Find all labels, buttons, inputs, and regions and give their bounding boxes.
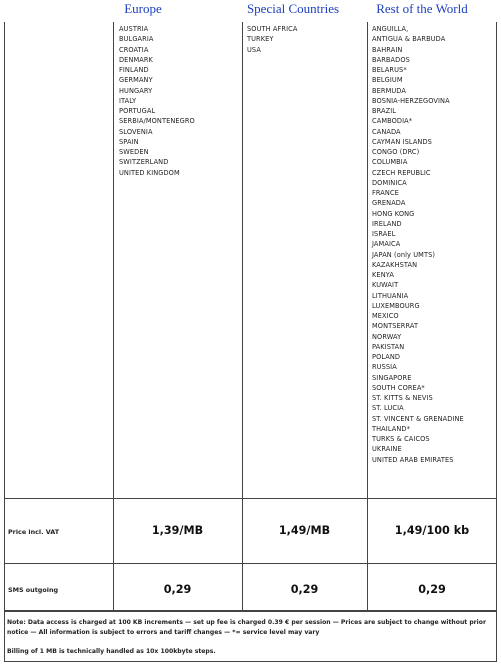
column-divider-3	[367, 22, 368, 611]
country-item: LUXEMBOURG	[372, 301, 420, 310]
country-item: SOUTH AFRICA	[247, 25, 298, 33]
price-special-countries: 1,49/MB	[278, 524, 331, 537]
country-item: HUNGARY	[119, 86, 153, 95]
country-item: ANGUILLA,	[372, 25, 409, 33]
country-item: ANTIGUA & BARBUDA	[372, 35, 446, 44]
header-special-countries: Special Countries	[246, 1, 340, 16]
country-item: USA	[247, 45, 261, 54]
country-item: UNITED KINGDOM	[119, 168, 180, 177]
country-item: SWITZERLAND	[119, 158, 169, 167]
country-list-special	[247, 24, 297, 55]
country-item: NORWAY	[372, 332, 402, 341]
country-item: TURKS & CAICOS	[372, 435, 430, 443]
price-rest-of-world: 1,49/100 kb	[394, 524, 470, 537]
header-rest-of-world: Rest of the World	[376, 1, 468, 16]
country-item: IRELAND	[372, 219, 402, 228]
country-item: DOMINICA	[372, 178, 407, 187]
footnote-pricing: Note: Data access is charged at 100 KB increments — set up fee is charged 0.39 € per session — Prices are subject to change without prior notice — All information is subject to errors and tariff changes — *= service level may vary	[7, 619, 486, 636]
header-europe: Europe	[124, 1, 162, 16]
country-item: SPAIN	[119, 137, 139, 146]
country-item: ITALY	[119, 96, 137, 105]
country-item: GERMANY	[119, 76, 153, 85]
country-item: MEXICO	[372, 312, 399, 320]
country-item: JAMAICA	[372, 240, 401, 249]
country-item: BARBADOS	[372, 55, 410, 64]
price-row-label: Price incl. VAT	[8, 528, 60, 536]
country-item: BELARUS*	[372, 66, 407, 74]
sms-special-countries: 0,29	[290, 583, 319, 596]
country-item: CAMBODIA*	[372, 117, 413, 126]
country-item: COLUMBIA	[372, 158, 408, 167]
row-divider-price-top	[4, 498, 497, 499]
country-item: ISRAEL	[372, 230, 396, 238]
sms-europe: 0,29	[163, 583, 192, 596]
country-item: PORTUGAL	[119, 107, 156, 115]
country-item: HONG KONG	[372, 209, 415, 218]
country-item: CONGO (DRC)	[372, 148, 420, 156]
country-item: RUSSIA	[372, 363, 397, 372]
country-item: THAILAND*	[372, 424, 410, 433]
country-item: ST. LUCIA	[372, 404, 404, 413]
country-item: SOUTH COREA*	[372, 383, 425, 392]
country-item: BULGARIA	[119, 35, 154, 44]
country-item: CZECH REPUBLIC	[372, 168, 431, 177]
country-item: KAZAKHSTAN	[372, 260, 418, 269]
country-list-europe	[119, 24, 195, 178]
country-list-rest-of-world	[372, 24, 464, 465]
country-item: UNITED ARAB EMIRATES	[372, 455, 454, 464]
row-divider-notes-top	[4, 610, 497, 612]
country-item: DENMARK	[119, 55, 153, 64]
country-item: SINGAPORE	[372, 373, 412, 382]
footnote-billing: Billing of 1 MB is technically handled as 10x 100kbyte steps.	[7, 648, 216, 655]
country-item: POLAND	[372, 353, 401, 361]
country-item: FRANCE	[372, 189, 399, 197]
country-item: JAPAN (only UMTS)	[372, 250, 436, 259]
country-item: SLOVENIA	[119, 127, 153, 136]
country-item: BAHRAIN	[372, 45, 403, 54]
country-item: GRENADA	[372, 199, 406, 208]
price-europe: 1,39/MB	[151, 524, 204, 537]
country-item: SWEDEN	[119, 148, 149, 156]
country-item: SERBIA/MONTENEGRO	[119, 117, 195, 126]
country-item: CROATIA	[119, 45, 149, 54]
row-divider-sms-top	[4, 563, 497, 564]
country-item: CAYMAN ISLANDS	[372, 137, 432, 146]
country-item: ST. KITTS & NEVIS	[372, 394, 433, 402]
country-item: BELGIUM	[372, 76, 403, 85]
column-divider-2	[242, 22, 243, 611]
country-item: BERMUDA	[372, 86, 406, 95]
country-item: ST. VINCENT & GRENADINE	[372, 414, 464, 423]
country-item: PAKISTAN	[372, 342, 405, 351]
country-item: BRAZIL	[372, 107, 397, 115]
country-item: AUSTRIA	[119, 25, 149, 33]
country-item: FINLAND	[119, 66, 149, 74]
country-item: BOSNIA-HERZEGOVINA	[372, 96, 450, 105]
country-item: KUWAIT	[372, 281, 399, 290]
country-item: LITHUANIA	[372, 291, 409, 300]
country-item: TURKEY	[247, 35, 274, 44]
sms-rest-of-world: 0,29	[418, 583, 446, 596]
country-item: KENYA	[372, 271, 394, 279]
sms-row-label: SMS outgoing	[8, 586, 59, 594]
column-divider-1	[113, 22, 114, 611]
country-item: MONTSERRAT	[372, 322, 419, 331]
country-item: UKRAINE	[372, 445, 402, 454]
country-item: CANADA	[372, 127, 401, 136]
